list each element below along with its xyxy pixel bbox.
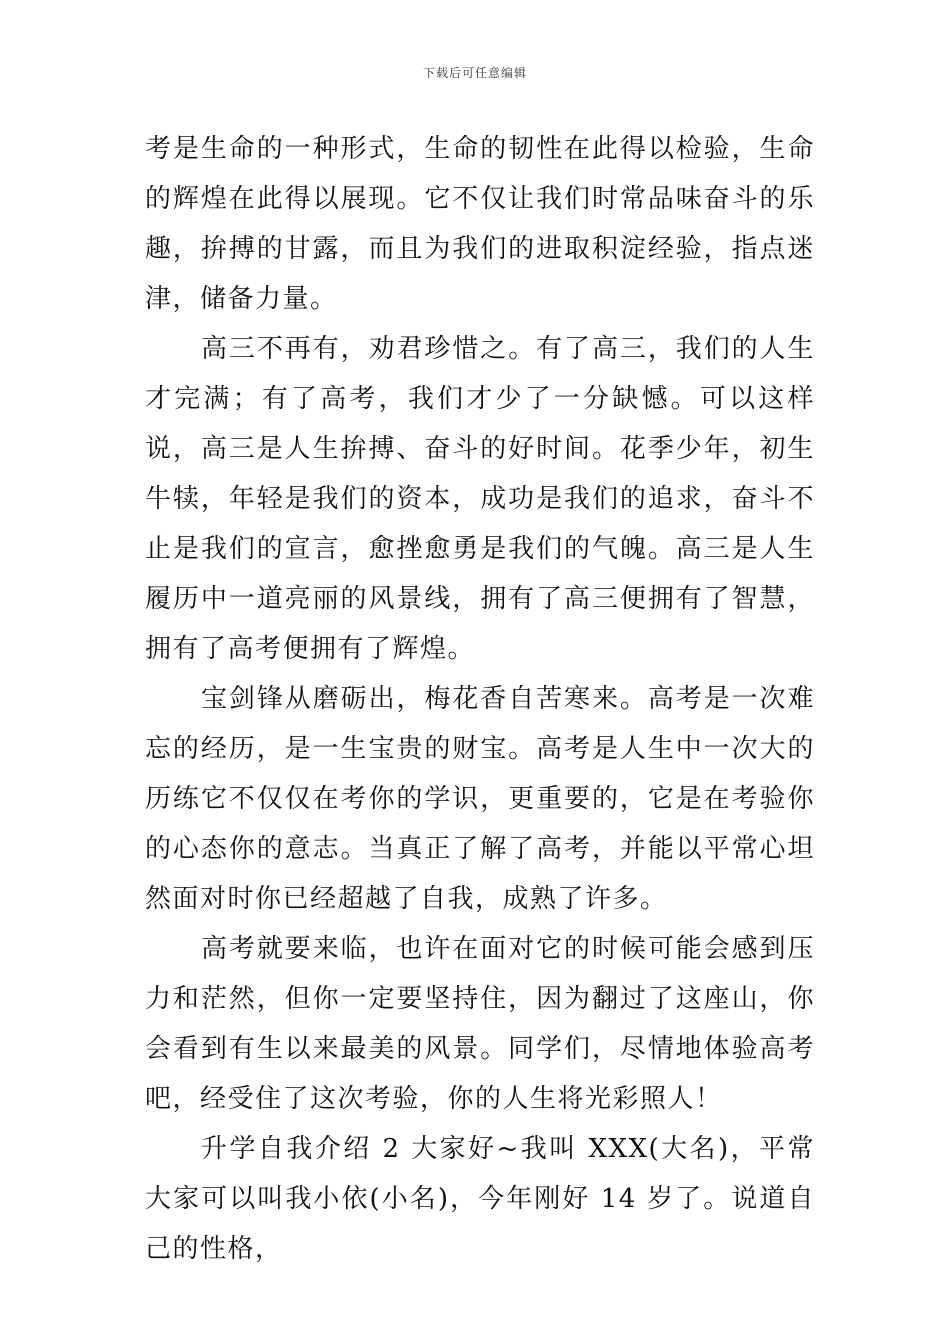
document-body bbox=[145, 124, 815, 1274]
paragraph-5: 升学自我介绍 2 大家好~我叫 XXX(大名)，平常大家可以叫我小依(小名)，今年刚好 14 岁了。说道自己的性格， bbox=[145, 1134, 815, 1264]
paragraph-3: 宝剑锋从磨砺出，梅花香自苦寒来。高考是一次难忘的经历，是一生宝贵的财宝。高考是人生中一次大的历练它不仅仅在考你的学识，更重要的，它是在考验你的心态你的意志。当真正了解了高考，并能以平常心坦然面对时你已经超越了自我，成熟了许多。 bbox=[145, 684, 815, 914]
paragraph-4: 高考就要来临，也许在面对它的时候可能会感到压力和茫然，但你一定要坚持住，因为翻过了这座山，你会看到有生以来最美的风景。同学们，尽情地体验高考吧，经受住了这次考验，你的人生将光彩照人！ bbox=[145, 934, 815, 1114]
page-header: 下载后可任意编辑 bbox=[422, 66, 527, 80]
paragraph-2: 高三不再有，劝君珍惜之。有了高三，我们的人生才完满；有了高考，我们才少了一分缺憾。可以这样说，高三是人生拚搏、奋斗的好时间。花季少年，初生牛犊，年轻是我们的资本，成功是我们的追求，奋斗不止是我们的宣言，愈挫愈勇是我们的气魄。高三是人生履历中一道亮丽的风景线，拥有了高三便拥有了智慧，拥有了高考便拥有了辉煌。 bbox=[145, 334, 815, 664]
paragraph-1: 考是生命的一种形式，生命的韧性在此得以检验，生命的辉煌在此得以展现。它不仅让我们时常品味奋斗的乐趣，拚搏的甘露，而且为我们的进取积淀经验，指点迷津，储备力量。 bbox=[145, 134, 815, 314]
